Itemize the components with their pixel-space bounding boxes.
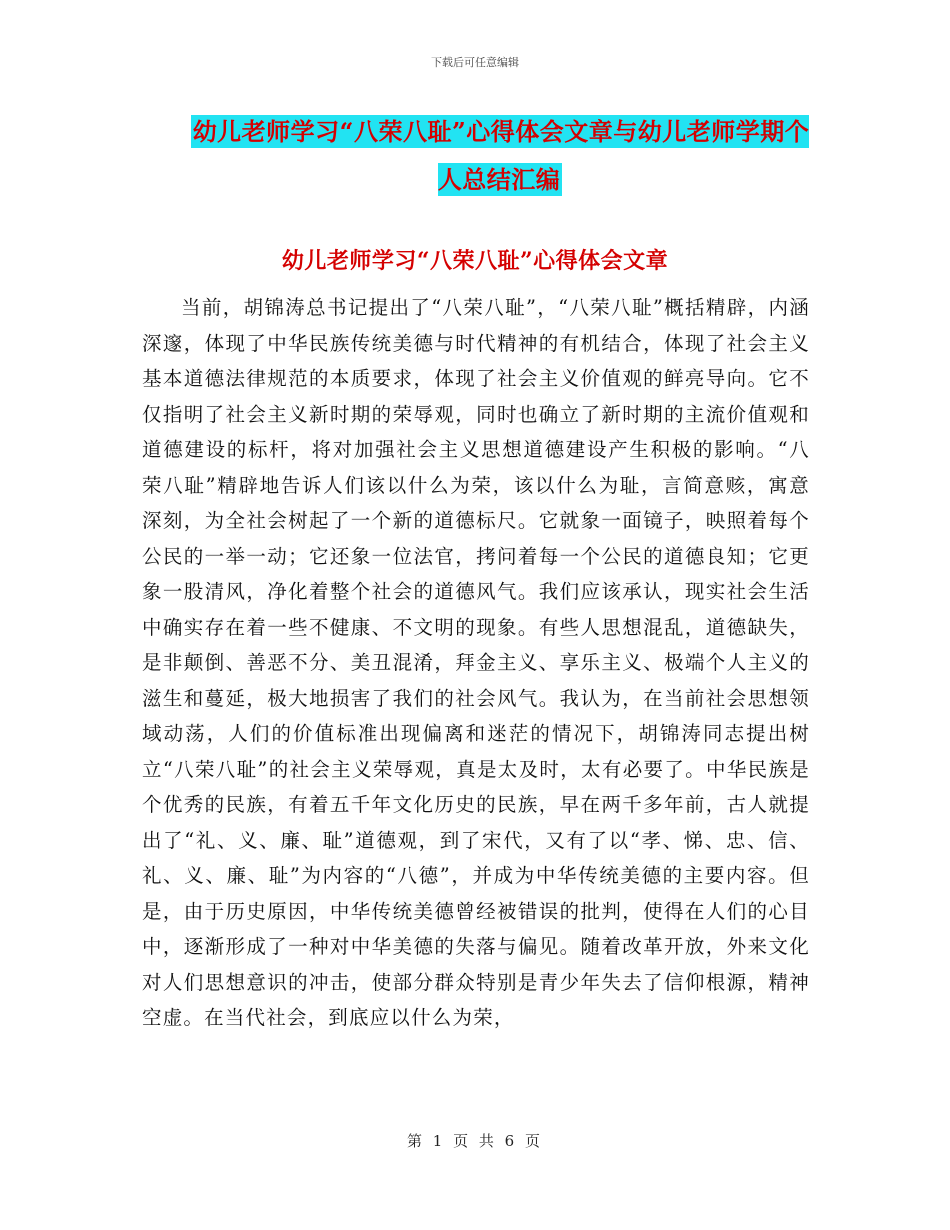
page-footer: 第 1 页 共 6 页 <box>407 1132 543 1150</box>
header-note: 下载后可任意编辑 <box>431 56 519 69</box>
document-title <box>190 108 810 204</box>
section-title: 幼儿老师学习“八荣八耻”心得体会文章 <box>281 248 669 274</box>
body-paragraph: 当前，胡锦涛总书记提出了“八荣八耻”，“八荣八耻”概括精辟，内涵深邃，体现了中华民族传统美德与时代精神的有机结合，体现了社会主义基本道德法律规范的本质要求，体现了社会主义价值观的鲜亮导向。它不仅指明了社会主义新时期的荣辱观，同时也确立了新时期的主流价值观和道德建设的标杆，将对加强社会主义思想道德建设产生积极的影响。“八荣八耻”精辟地告诉人们该以什么为荣，该以什么为耻，言简意赅，寓意深刻，为全社会树起了一个新的道德标尺。它就象一面镜子，映照着每个公民的一举一动；它还象一位法官，拷问着每一个公民的道德良知；它更象一股清风，净化着整个社会的道德风气。我们应该承认，现实社会生活中确实存在着一些不健康、不文明的现象。有些人思想混乱，道德缺失，是非颠倒、善恶不分、美丑混淆，拜金主义、享乐主义、极端个人主义的滋生和蔓延，极大地损害了我们的社会风气。我认为，在当前社会思想领域动荡，人们的价值标准出现偏离和迷茫的情况下，胡锦涛同志提出树立“八荣八耻”的社会主义荣辱观，真是太及时，太有必要了。中华民族是个优秀的民族，有着五千年文化历史的民族，早在两千多年前，古人就提出了“礼、义、廉、耻”道德观，到了宋代，又有了以“孝、悌、忠、信、礼、义、廉、耻”为内容的“八德”，并成为中华传统美德的主要内容。但是，由于历史原因，中华传统美德曾经被错误的批判，使得在人们的心目中，逐渐形成了一种对中华美德的失落与偏见。随着改革开放，外来文化对人们思想意识的冲击，使部分群众特别是青少年失去了信仰根源，精神空虚。在当代社会，到底应以什么为荣， <box>142 296 810 1029</box>
document-title-text: 幼儿老师学习“八荣八耻”心得体会文章与幼儿老师学期个人总结汇编 <box>192 117 810 194</box>
